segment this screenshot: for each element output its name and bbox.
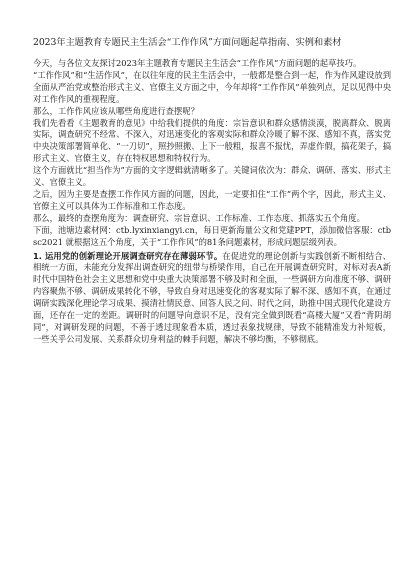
question-paragraph: 那么，工作作风应该从哪些角度进行查摆呢？ [33, 105, 199, 116]
five-angles-paragraph: 那么，最终的查摆角度为：调查研究、宗旨意识、工作标准、工作态度、抓落实五个角度。 [33, 212, 365, 223]
focus-paragraph: 之后，因为主要是查摆工作作风方面的问题，因此，一定要扣住“工作”两个字，因此，形式主义、官僚主义可以具体为工作标准和工作态度。 [33, 188, 391, 211]
section-one-body: 在促进党的理论创新与实践创新不断相结合、相统一方面，未能充分发挥出调查研究的纽带与桥梁作用，自己在开展调查研究时，对标对表A新时代中国特色社会主义思想和党中央重大决策部署不够及时和全面，一些调研方向准度不够、调研内容聚焦不够、调研成果转化不够，导致自身对迅速变化的客观实际了解不深、感知不真，在通过调研实践深化理论学习成果、摸清社情民意、回答人民之问、时代之问，助推中国式现代化建设方面，还存在一定的差距。调研时的问题导向意识不足，没有完全做到既看“高楼大厦”又看“背阴胡同”，对调研发现的问题，不善于透过现象看本质，透过表象找规律，导致不能精准发力补短板，一些关乎公司发展、关系群众切身利益的棘手问题，解决不够均衡，不够彻底。 [33, 250, 391, 344]
resource-info-paragraph: 下面，池塘边素材网：ctb.lyxinxiangyi.cn，每日更新海量公文和党建PPT，添加微信客服：ctbsc2021 就根据这五个角度，关于“工作作风”的81条问题素材，形成问题层级列表。 [33, 224, 391, 247]
guidance-angles-paragraph: 我们先看看《主题教育的意见》中给我们提供的角度：宗旨意识和群众感情淡漠，脱离群众、脱离实际，调查研究不经常、不深入，对迅速变化的客观实际和群众冷暖了解不深、感知不真，落实党中央决策部署简单化、“一刀切”，照抄照搬、上下一般粗，报喜不报忧，弄虚作假，搞花架子，搞形式主义、官僚主义，存在特权思想和特权行为。 [33, 117, 391, 164]
document-title: 2023年主题教育专题民主生活会“工作作风”方面问题起草指南、实例和素材 [33, 37, 342, 48]
section-one-heading: 1. 运用党的创新理论开展调查研究存在薄弱环节。 [33, 250, 223, 261]
intro-paragraph: 今天，与各位文友探讨2023年主题教育专题民主生活会“工作作风”方面问题的起草技巧。 [33, 58, 362, 68]
work-style-overview-paragraph: “工作作风”和“生活作风”，在以往年度的民主生活会中，一般都是整合到一起，作为作风建设放到全面从严治党或整治形式主义、官僚主义方面之中，今年却将“工作作风”单独列点，足以见得中央对工作作风的重视程度。 [33, 69, 391, 104]
keywords-paragraph: 这个方面就比“担当作为”方面的文字逻辑就清晰多了。关键词依次为：群众、调研、落实、形式主义、官僚主义。 [33, 165, 391, 188]
section-one-paragraph [33, 251, 391, 346]
